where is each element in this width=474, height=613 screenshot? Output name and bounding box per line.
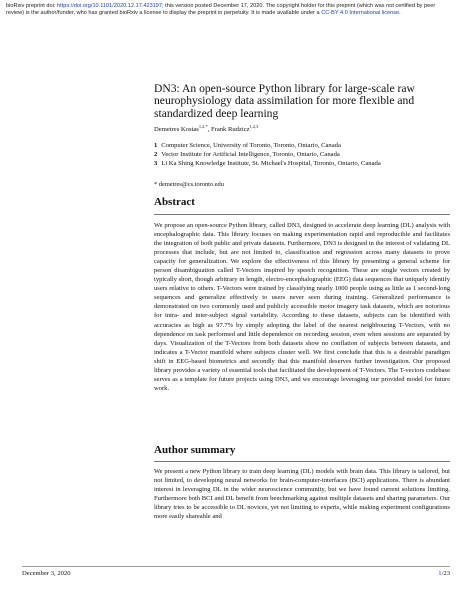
author-affil-marks: 1,2,3 [249,124,259,129]
preprint-prefix: bioRxiv preprint doi: [6,3,57,9]
footer-date: December 3, 2020 [22,570,71,577]
footer-rule [22,566,450,567]
author-name: Frank Rudzicz [210,126,250,134]
abstract-heading: Abstract [154,196,195,208]
author-name: Demetres Kostas [154,126,199,134]
corresponding-email[interactable]: * demetres@cs.toronto.edu [154,181,224,188]
affiliation [154,150,381,159]
author-summary-heading: Author summary [154,444,236,456]
author-affil-marks: 1,2,* [198,124,208,129]
author-summary-rule [154,461,450,462]
affiliation-list [154,141,381,169]
page-total: /23 [441,570,450,577]
doi-link[interactable]: https://doi.org/10.1101/2020.12.17.423197 [57,3,163,9]
affiliation-number: 1 [154,142,158,149]
preprint-notice [6,3,446,16]
affiliation-text: Li Ka Shing Knowledge Institute, St. Michael's Hospital, Toronto, Ontario, Canada [161,160,381,168]
current-page[interactable]: 1 [438,570,442,577]
abstract-text: We propose an open-source Python library, called DN3, designed to accelerate deep learning (DL) analysis with encephalographic data. This library focuses on making experimentation rapid and reproducible and facilitates the integration of both public and private datasets. Furthermore, DN3 is designed in the interest of validating DL processes that include, but are not limited to, classification and regression across many datasets to prove capacity for generalization. We explore the effectiveness of this library by presenting a general scheme for person disambiguation called T-Vectors inspired by speech recognition. These are single vectors created by typically short, though arbitrary in length, electro-encephalographic (EEG) data sequences that uniquely identify users relative to others. T-Vectors were trained by classifying nearly 1000 people using as little as 1 second-long sequences and generalize effectively to users never seen during training. Generalized performance is demonstrated on two commonly used and publicly accessible motor imagery task datasets, which are notorious for intra- and inter-subject signal variability. According to these datasets, subjects can be identified with accuracies as high as 97.7% by simply adopting the label of the nearest neighbouring T-Vectors, with no dependence on task performed and little dependence on recording session, even when sessions are separated by days. Visualization of the T-Vectors from both datasets show no conflation of subjects between datasets, and indicates a T-Vector manifold where subjects cluster well. We first conclude that this is a desirable paradigm shift in EEG-based biometrics and secondly that this manifold deserves further investigation. Our proposed library provides a variety of essential tools that facilitated the development of T-Vectors. The T-vectors codebase serves as a template for future projects using DN3, and we encourage leveraging our provided model for future work. [154,222,450,392]
abstract-rule [154,214,450,215]
page-number [438,570,450,577]
affiliation-number: 3 [154,160,158,168]
author-summary-text: We present a new Python library to train deep learning (DL) models with brain data. This library is tailored, but not limited, to developing neural networks for brain-computer-interfaces (BCI) applications. There is abundant interest in leveraging DL in the wider neuroscience community, but we have found current solutions limiting. Furthermore both BCI and DL benefit from benchmarking against multiple datasets and sharing parameters. Our library tries to be accessible to DL novices, yet not limiting to experts, while making experiment configurations more easily shareable and [154,468,450,521]
preprint-middle: ; this version posted December 17, 2020. The copyright holder for this preprint (which was not certified by peer review) is the author/funder, who has granted bioRxiv a license to display the preprint in perpetuity. It is made available under a [6,3,436,16]
affiliation [154,141,381,150]
preprint-suffix: . [399,9,401,16]
affiliation-text: Computer Science, University of Toronto, Toronto, Ontario, Canada [161,142,341,149]
author-list: Demetres Kostas$^{1,2,*}$, Frank Rudzicz$^{1,2,3}$ [154,124,259,134]
license-link[interactable]: CC-BY 4.0 International license [321,9,400,16]
affiliation-number: 2 [154,151,158,159]
affiliation-text: Vector Institute for Artificial Intelligence, Toronto, Ontario, Canada [161,151,340,159]
affiliation [154,159,381,168]
paper-title: DN3: An open-source Python library for large-scale raw neurophysiology data assimilation for more flexible and standardized deep learning [154,82,415,120]
